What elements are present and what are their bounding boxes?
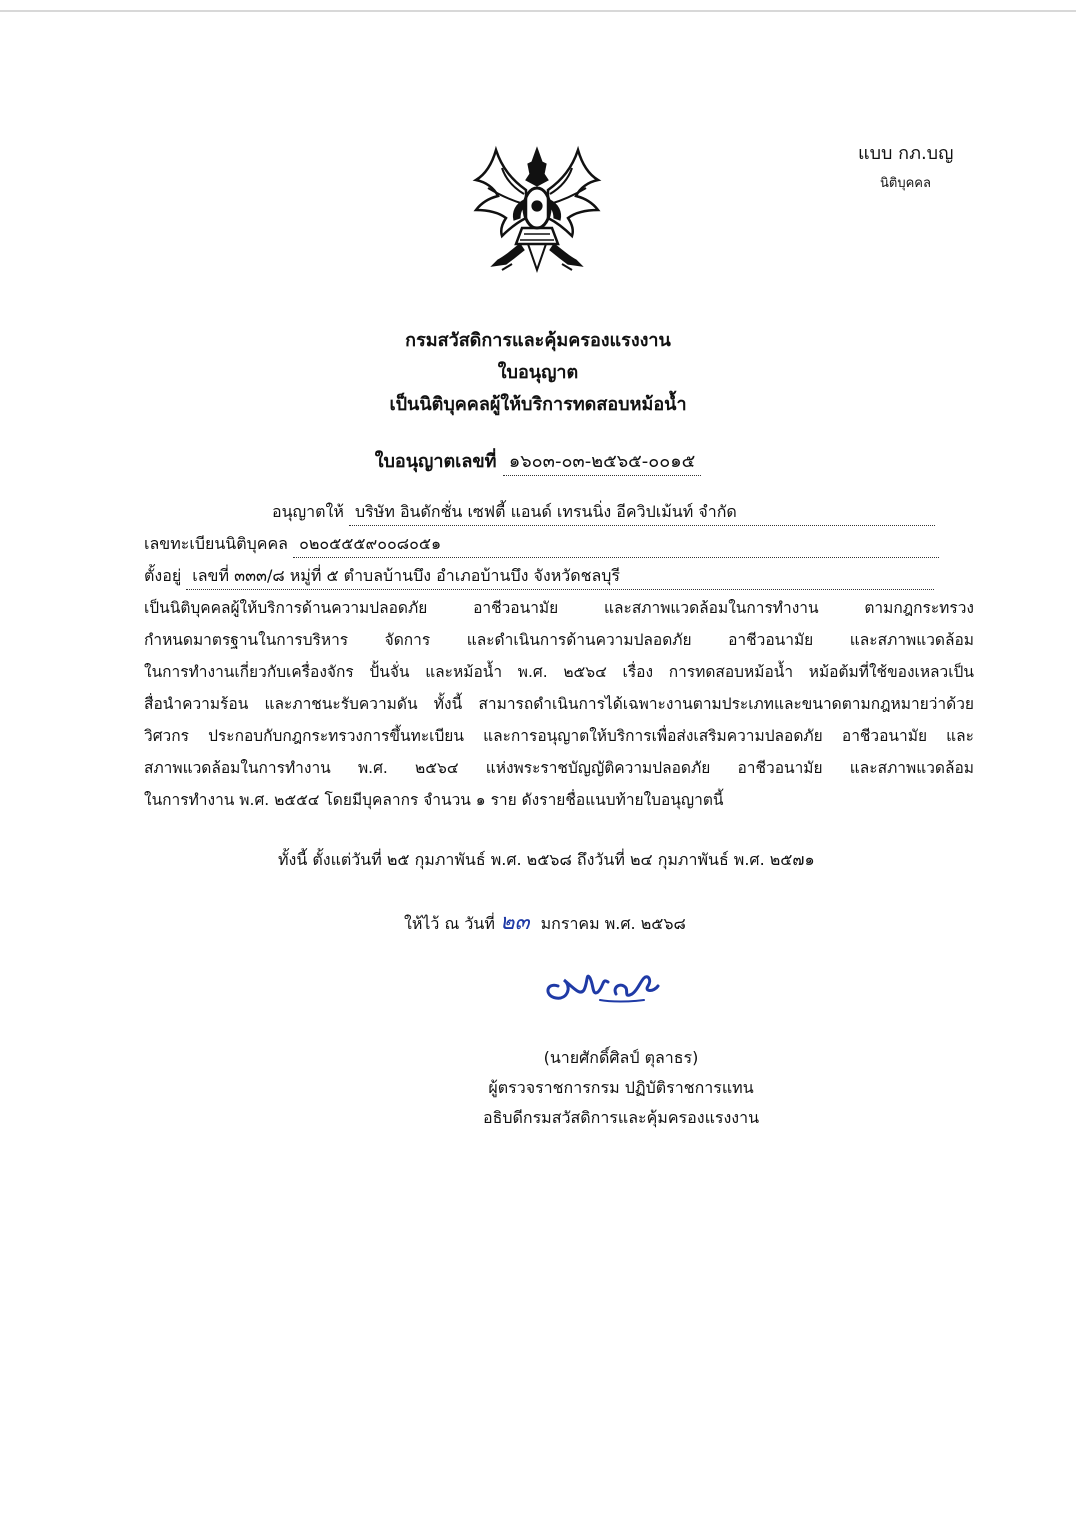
signatory-position-behalf: อธิบดีกรมสวัสดิการและคุ้มครองแรงงาน (482, 1108, 760, 1127)
registration-number: ๐๒๐๕๕๕๙๐๐๘๐๕๑ (293, 532, 939, 558)
signatory-position: ผู้ตรวจราชการกรม ปฏิบัติราชการแทน (488, 1078, 754, 1097)
address-line (144, 564, 934, 590)
license-number-value: ๑๖๐๓-๐๓-๒๕๖๕-๐๐๑๕ (503, 446, 701, 476)
validity-period: ทั้งนี้ ตั้งแต่วันที่ ๒๕ กุมภาพันธ์ พ.ศ. ๒๕๖๘ ถึงวันที่ ๒๔ กุมภาพันธ์ พ.ศ. ๒๕๗๑ (278, 850, 815, 869)
issue-date-prefix: ให้ไว้ ณ วันที่ (404, 914, 495, 933)
garuda-emblem-icon (462, 140, 612, 285)
license-number-line (0, 446, 1076, 476)
grantee-company: บริษัท อินดักชั่น เซฟตี้ แอนด์ เทรนนิ่ง อีควิปเม้นท์ จำกัด (349, 500, 935, 526)
top-edge-rule (0, 10, 1076, 12)
grantee-line (272, 500, 935, 526)
issue-day-handwritten: ๒๓ (499, 910, 530, 935)
issue-month-year: มกราคม พ.ศ. ๒๕๖๘ (540, 914, 686, 933)
handwritten-signature (540, 956, 675, 1011)
license-number-label: ใบอนุญาตเลขที่ (374, 451, 497, 472)
grantee-label: อนุญาตให้ (272, 502, 344, 521)
license-purpose-title: เป็นนิติบุคคลผู้ให้บริการทดสอบหม้อน้ำ (389, 394, 687, 415)
license-body-paragraph (144, 592, 974, 816)
body-line: ในการทำงาน พ.ศ. ๒๕๕๔ โดยมีบุคลากร จำนวน ๑ ราย ดังรายชื่อแนบท้ายใบอนุญาตนี้ (144, 791, 724, 809)
body-line: สื่อนำความร้อน และภาชนะรับความดัน ทั้งนี้ สามารถดำเนินการได้เฉพาะงานตามประเภทและขนาดตามกฎหมายว่าด้วย (144, 695, 974, 713)
address-label: ตั้งอยู่ (144, 566, 182, 585)
form-subtype: นิติบุคคล (880, 176, 931, 191)
body-line: ในการทำงานเกี่ยวกับเครื่องจักร ปั้นจั่น และหม้อน้ำ พ.ศ. ๒๕๖๔ เรื่อง การทดสอบหม้อน้ำ หม้อต้มที่ใช้ของเหลวเป็น (144, 663, 974, 681)
body-line: เป็นนิติบุคคลผู้ให้บริการด้านความปลอดภัย อาชีวอนามัย และสภาพแวดล้อมในการทำงาน ตามกฎกระทรวง (144, 599, 974, 617)
body-line: วิศวกร ประกอบกับกฎกระทรวงการขึ้นทะเบียน และการอนุญาตให้บริการเพื่อส่งเสริมความปลอดภัย อาชีวอนามัย และ (144, 727, 974, 745)
issue-date-line (404, 904, 686, 939)
signatory-name: (นายศักดิ์ศิลป์ ตุลาธร) (543, 1048, 699, 1067)
registration-label: เลขทะเบียนนิติบุคคล (144, 534, 288, 553)
body-line: สภาพแวดล้อมในการทำงาน พ.ศ. ๒๕๖๔ แห่งพระราชบัญญัติความปลอดภัย อาชีวอนามัย และสภาพแวดล้อม (144, 759, 974, 777)
registration-line (144, 532, 939, 558)
address-value: เลขที่ ๓๓๓/๘ หมู่ที่ ๕ ตำบลบ้านบึง อำเภอบ้านบึง จังหวัดชลบุรี (186, 564, 934, 590)
department-title: กรมสวัสดิการและคุ้มครองแรงงาน (405, 330, 671, 351)
document-type-title: ใบอนุญาต (497, 362, 579, 383)
signatory-block (436, 1043, 806, 1133)
form-code: แบบ กภ.บญ (858, 143, 954, 164)
body-line: กำหนดมาตรฐานในการบริหาร จัดการ และดำเนินการด้านความปลอดภัย อาชีวอนามัย และสภาพแวดล้อม (144, 631, 974, 649)
